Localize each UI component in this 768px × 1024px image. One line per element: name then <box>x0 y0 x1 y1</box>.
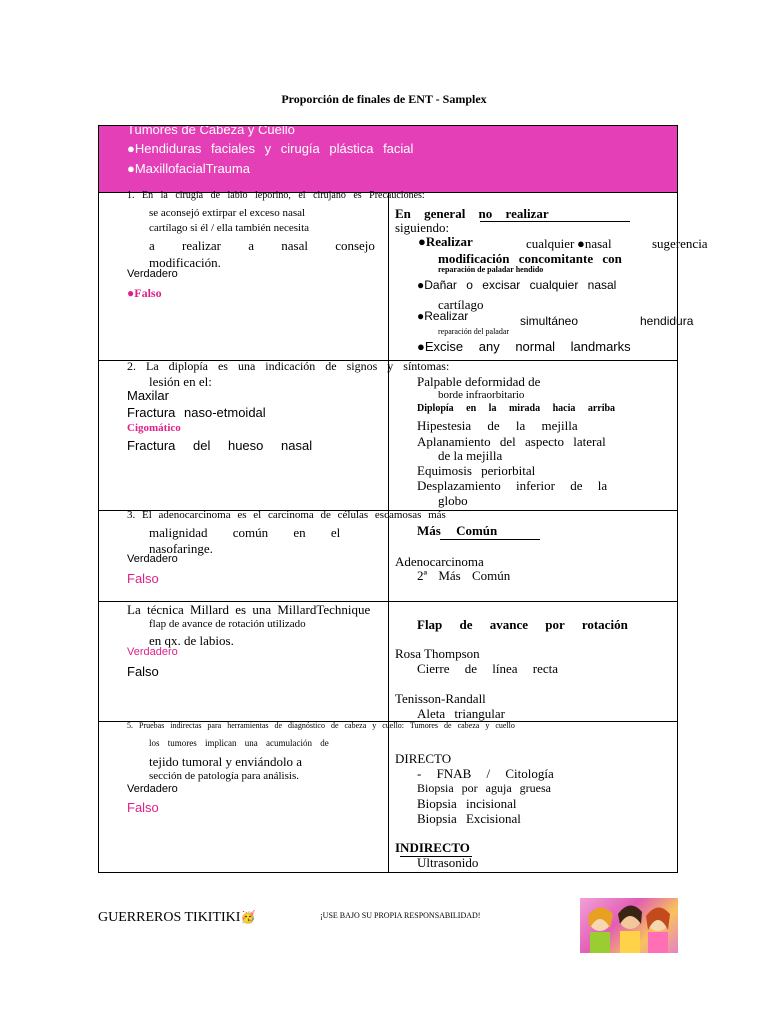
header-line-2: ●Hendiduras faciales y cirugía plástica facial <box>127 141 414 156</box>
q3-true-option[interactable]: Verdadero <box>127 553 178 565</box>
q5-right-3: Biopsia por aguja gruesa <box>417 781 551 795</box>
q4-right-1: Flap de avance por rotación <box>417 617 628 632</box>
q4-right-4: Tenisson-Randall <box>395 691 486 706</box>
q3-right-3: 2ª Más Común <box>417 568 511 583</box>
q5-right-4: Biopsia incisional <box>417 796 517 811</box>
q5-right-1: DIRECTO <box>395 751 452 766</box>
party-emoji-icon: 🥳 <box>240 910 256 924</box>
q1-line-5: modificación. <box>149 255 221 270</box>
q3-line-1: 3. El adenocarcinoma es el carcinoma de células escamosas más <box>127 509 446 521</box>
q5-right-5: Biopsia Excisional <box>417 811 521 826</box>
q1-right-7: cartílago <box>438 297 484 312</box>
header-line-1 <box>127 125 359 137</box>
q5-right-6: INDIRECTO <box>395 840 470 855</box>
q1-right-8a: ●Realizar <box>417 309 469 323</box>
q5-right-7: Ultrasonido <box>417 855 479 870</box>
q1-right-3d: sugerencia <box>652 236 708 251</box>
table-header <box>98 125 678 193</box>
q1-line-4: a realizar a nasal consejo <box>149 238 375 253</box>
q1-right-9: reparación del paladar <box>438 327 510 336</box>
q1-right-8c: hendidura <box>640 314 694 328</box>
q1-line-3: cartílago si él / ella también necesita <box>149 222 310 234</box>
q2-right-8: Desplazamiento inferior de la <box>417 478 608 493</box>
q1-right-6: ●Dañar o excisar cualquier nasal <box>417 278 617 292</box>
q1-right-5: reparación de paladar hendido <box>438 265 544 274</box>
q4-line-3: en qx. de labios. <box>149 633 234 648</box>
q2-right-1-text: Palpable deformidad de <box>417 374 541 389</box>
page-title: Proporción de finales de ENT - Samplex <box>281 92 487 106</box>
q5-false-option[interactable]: Falso <box>127 800 159 815</box>
q3-line-3: nasofaringe. <box>149 541 213 556</box>
q1-right-8b: simultáneo <box>520 314 579 328</box>
q3-right-2: Adenocarcinoma <box>395 554 484 569</box>
q2-option-3[interactable]: Cigomático <box>127 422 181 434</box>
footer-disclaimer: ¡USE BAJO SU PROPIA RESPONSABILIDAD! <box>320 911 481 920</box>
q2-right-1-row <box>417 374 669 390</box>
q2-line-1: 2. La diplopía es una indicación de signos y síntomas: <box>127 359 450 373</box>
q1-right-2: siguiendo: <box>395 220 450 235</box>
q5-line-3: tejido tumoral y enviándolo a <box>149 754 303 769</box>
q1-line-2: se aconsejó extirpar el exceso nasal <box>149 207 306 219</box>
q5-right-2: - FNAB / Citología <box>417 766 554 781</box>
q1-right-10: ●Excise any normal landmarks <box>417 339 631 354</box>
q2-option-2[interactable]: Fractura naso-etmoidal <box>127 405 266 420</box>
footer-brand-text: GUERREROS TIKITIKI <box>98 910 241 925</box>
q2-right-7: Equimosis periorbital <box>417 463 536 478</box>
q2-right-6: de la mejilla <box>438 448 503 463</box>
q3-false-option[interactable]: Falso <box>127 571 159 586</box>
q4-right-2: Rosa Thompson <box>395 646 480 661</box>
q2-line-2: lesión en el: <box>149 374 212 389</box>
q5-line-4: sección de patología para análisis. <box>149 770 299 782</box>
cartoon-image <box>580 898 678 953</box>
q4-line-1: La técnica Millard es una MillardTechnique <box>127 602 371 617</box>
q2-right-2: borde infraorbitario <box>438 389 525 401</box>
cartoon-illustration <box>580 898 678 953</box>
q1-false-option[interactable]: ●Falso <box>127 286 162 300</box>
q2-option-4[interactable]: Fractura del hueso nasal <box>127 438 313 453</box>
q2-right-1 <box>417 374 669 390</box>
q4-line-2: flap de avance de rotación utilizado <box>149 618 306 630</box>
q1-right-4: modificación concomitante con <box>438 251 622 266</box>
q4-true-option[interactable]: Verdadero <box>127 646 178 658</box>
q2-right-4: Hipestesia de la mejilla <box>417 418 578 433</box>
q5-true-option[interactable]: Verdadero <box>127 783 178 795</box>
header-line-1-text: Tumores de Cabeza y Cuello <box>127 125 295 137</box>
q2-option-1[interactable]: Maxilar <box>127 388 169 403</box>
q1-right-1-text: En general no realizar <box>395 206 549 221</box>
q1-true-option[interactable]: Verdadero <box>127 268 178 280</box>
q1-right-3c: ●nasal <box>577 236 612 251</box>
q5-line-1: 5. Pruebas indirectas para herramientas de diagnóstico de cabeza y cuello: Tumores de cabeza y cuello <box>127 721 515 730</box>
q3-line-2: malignidad común en el <box>149 525 341 540</box>
q5-line-2: los tumores implican una acumulación de <box>149 738 329 748</box>
q1-line-1: 1. En la cirugía de labio leporino, el cirujano es Precauciones: <box>127 190 425 201</box>
q2-right-9: globo <box>438 493 468 508</box>
q2-right-3: Diplopía en la mirada hacia arriba <box>417 403 616 414</box>
q4-false-option[interactable]: Falso <box>127 664 159 679</box>
q2-right-5: Aplanamiento del aspecto lateral <box>417 434 606 449</box>
q1-right-3a: ●Realizar <box>418 234 473 249</box>
q1-underline <box>480 221 630 222</box>
footer-brand <box>98 910 255 926</box>
q4-right-3: Cierre de línea recta <box>417 661 559 676</box>
q3-underline <box>440 539 540 540</box>
q3-right-1: Más Común <box>417 523 498 538</box>
q1-right-3b: cualquier <box>526 236 575 251</box>
header-line-3: ●MaxillofacialTrauma <box>127 161 250 176</box>
q4-right-5: Aleta triangular <box>417 706 505 721</box>
column-divider <box>388 193 389 873</box>
